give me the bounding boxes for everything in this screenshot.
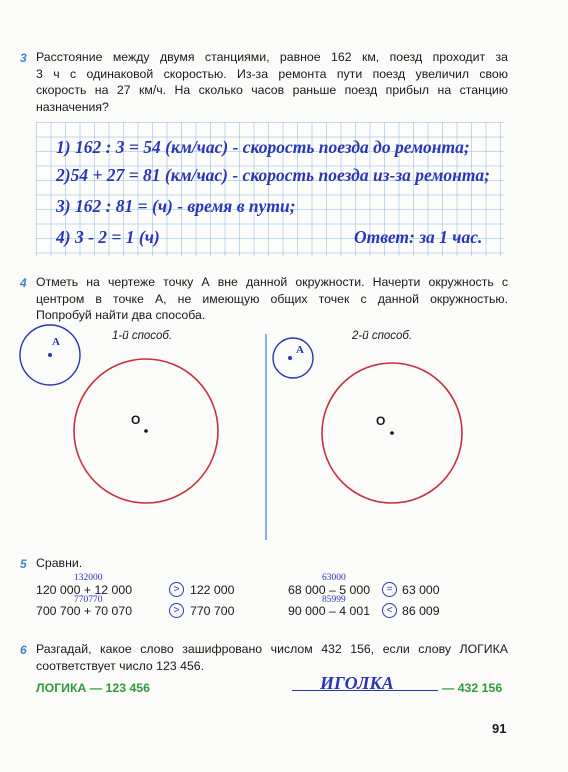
- task-4-line: Попробуй найти два способа.: [36, 308, 206, 322]
- answer-number: — 432 156: [442, 681, 503, 695]
- label-o-left: О: [131, 413, 141, 427]
- hint-4: 85999: [322, 595, 346, 605]
- expr-2-left: 700 700 + 70 070: [36, 604, 133, 618]
- method-1-caption: 1-й способ.: [112, 330, 173, 342]
- solution-line-1: 1) 162 : 3 = 54 (км/час) - скорость поезда до ремонта;: [56, 137, 470, 157]
- label-a-right: А: [296, 344, 304, 356]
- task-3-line: 3 ч с одинаковой скоростью. Из-за ремонта пути поезд увеличил свою: [36, 66, 508, 81]
- expr-1-left: 120 000 + 12 000: [36, 583, 133, 597]
- solution-line-4: 4) 3 - 2 = 1 (ч): [56, 227, 160, 247]
- task-6-line: соответствует число 123 456.: [36, 658, 205, 673]
- hint-1: 132000: [74, 573, 103, 583]
- task-4-line: центром в точке А, не имеющую общих точек с данной окружностью.: [36, 291, 508, 306]
- answer-word: ИГОЛКА: [320, 673, 394, 693]
- hint-3: 63000: [322, 573, 346, 583]
- sign-2: >: [169, 603, 184, 618]
- solution-line-3: 3) 162 : 81 = (ч) - время в пути;: [56, 196, 296, 216]
- hint-2: 770770: [74, 595, 103, 605]
- label-a-left: А: [52, 336, 60, 348]
- expr-3-left: 68 000 – 5 000: [288, 583, 371, 597]
- point-a-right: [288, 356, 292, 360]
- expr-2-right: 770 700: [190, 604, 235, 618]
- solution-line-2: 2)54 + 27 = 81 (км/час) - скорость поезда из-за ремонта;: [56, 165, 491, 185]
- task-6-line: Разгадай, какое слово зашифровано числом 432 156, если слову ЛОГИКА: [36, 642, 508, 656]
- task-3-line: Расстояние между двумя станциями, равное 162 км, поезд проходит за: [36, 50, 508, 64]
- task-6-text: [36, 641, 508, 674]
- given-word: ЛОГИКА — 123 456: [36, 681, 150, 695]
- point-a-left: [48, 353, 52, 357]
- task-3-line: назначения?: [36, 99, 109, 114]
- task-4-number: 4: [20, 276, 27, 290]
- task-3-number: 3: [20, 51, 27, 65]
- center-point-right: [390, 431, 394, 435]
- task-5-number: 5: [20, 557, 27, 571]
- expr-3-right: 63 000: [402, 583, 440, 597]
- task-6-number: 6: [20, 643, 27, 657]
- task-5-title: Сравни.: [36, 556, 83, 570]
- expr-4-right: 86 009: [402, 604, 440, 618]
- center-point-left: [144, 429, 148, 433]
- task-3-line: скорость на 27 км/ч. На сколько часов раньше поезд прибыл на станцию: [36, 83, 508, 97]
- method-2-caption: 2-й способ.: [352, 330, 413, 342]
- label-o-right: О: [376, 414, 386, 428]
- page-number: 91: [492, 721, 507, 736]
- drawn-circle-right: [273, 338, 313, 378]
- sign-3: =: [382, 582, 397, 597]
- expr-1-right: 122 000: [190, 583, 235, 597]
- sign-4: <: [382, 603, 397, 618]
- solution-answer: Ответ: за 1 час.: [354, 227, 483, 247]
- task-4-line: Отметь на чертеже точку А вне данной окружности. Начерти окружность с: [36, 275, 508, 289]
- expr-4-left: 90 000 – 4 001: [288, 604, 371, 618]
- sign-1: >: [169, 582, 184, 597]
